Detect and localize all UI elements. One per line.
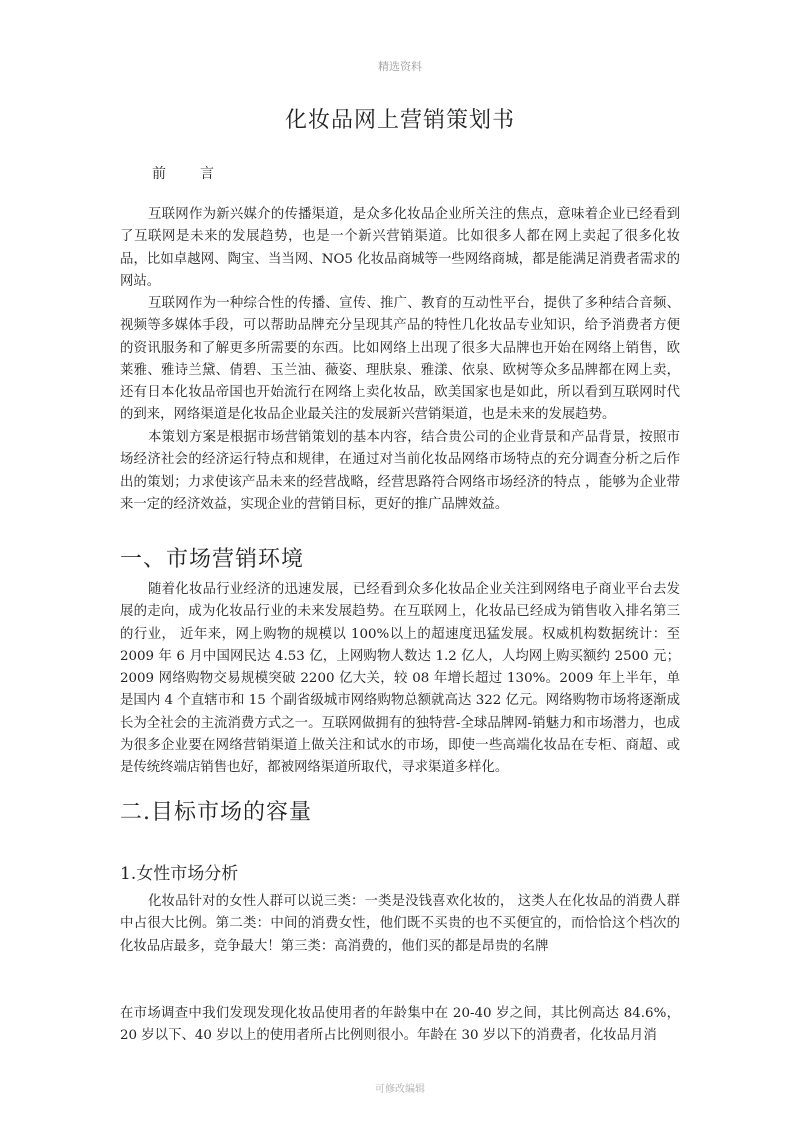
- preface-paragraph-1: 互联网作为新兴媒介的传播渠道，是众多化妆品企业所关注的焦点，意味着企业已经看到了互联网是未来的发展趋势，也是一个新兴营销渠道。比如很多人都在网上卖起了很多化妆品，比如卓越网、陶宝、当当网、NO5 化妆品商城等一些网络商城，都是能满足消费者需求的网站。: [120, 207, 680, 289]
- subsection-1-paragraph-2: 在市场调查中我们发现发现化妆品使用者的年龄集中在 20-40 岁之间，其比例高达 84.6%，20 岁以下、40 岁以上的使用者所占比例则很小。年龄在 30 岁以下的消费者，化妆品月消: [120, 1006, 680, 1044]
- section-2-heading: 二.目标市场的容量: [120, 800, 312, 825]
- document-title: 化妆品网上营销策划书: [284, 108, 515, 133]
- preface-paragraph-3: 本策划方案是根据市场营销策划的基本内容，结合贵公司的企业背景和产品背景，按照市场经济社会的经济运行特点和规律，在通过对当前化妆品网络市场特点的充分调查分析之后作出的策划；力求使该产品未来的经营战略，经营思路符合网络市场经济的特点 ，能够为企业带来一定的经济效益，实现企业的营销目标，更好的推广品牌效益。: [120, 430, 680, 512]
- header-note: 精选资料: [378, 60, 422, 73]
- section-1-heading: 一、市场营销环境: [120, 547, 305, 572]
- preface-paragraph-2: 互联网作为一种综合性的传播、宣传、推广、教育的互动性平台，提供了多种结合音频、视频等多媒体手段，可以帮助品牌充分呈现其产品的特性几化妆品专业知识，给予消费者方便的资讯服务和了解更多所需要的东西。比如网络上出现了很多大品牌也开始在网络上销售，欧莱雅、雅诗兰黛、倩碧、玉兰油、薇姿、理肤泉、雅漾、依泉、欧树等众多品牌都在网上卖，还有日本化妆品帝国也开始流行在网络上卖化妆品，欧美国家也是如此，所以看到互联网时代的到来，网络渠道是化妆品企业最关注的发展新兴营销渠道，也是未来的发展趋势。: [120, 296, 680, 423]
- subsection-1-heading: 1.女性市场分析: [120, 864, 239, 884]
- footer-note: 可修改编辑: [375, 1084, 425, 1095]
- section-1-paragraph: 随着化妆品行业经济的迅速发展，已经看到众多化妆品企业关注到网络电子商业平台去发展的走向，成为化妆品行业的未来发展趋势。在互联网上，化妆品已经成为销售收入排名第三的行业， 近年来，网上购物的规模以 100%以上的超速度迅猛发展。权威机构数据统计：至 2009 年 6 月中国网民达 4.53 亿，上网购物人数达 1.2 亿人，人均网上购买额约 2500 元；2009 网络购物交易规模突破 2200 亿大关，较 08 年增长超过 130%。2009 年上半年，单是国内 4 个直辖市和 15 个副省级城市网络购物总额就高达 322 亿元。网络购物市场将逐渐成长为全社会的主流消费方式之一。互联网做拥有的独特营-全球品牌网-销魅力和市场潜力，也成为很多企业要在网络营销渠道上做关注和试水的市场，即使一些高端化妆品在专柜、商超、或是传统终端店销售也好，都被网络渠道所取代，寻求渠道多样化。: [120, 582, 680, 776]
- preface-heading: 前 言: [152, 166, 224, 182]
- subsection-1-paragraph-1: 化妆品针对的女性人群可以说三类：一类是没钱喜欢化妆的， 这类人在化妆品的消费人群中占很大比例。第二类：中间的消费女性，他们既不买贵的也不买便宜的，而恰恰这个档次的化妆品店最多，竞争最大！第三类：高消费的，他们买的都是昂贵的名牌: [120, 894, 680, 954]
